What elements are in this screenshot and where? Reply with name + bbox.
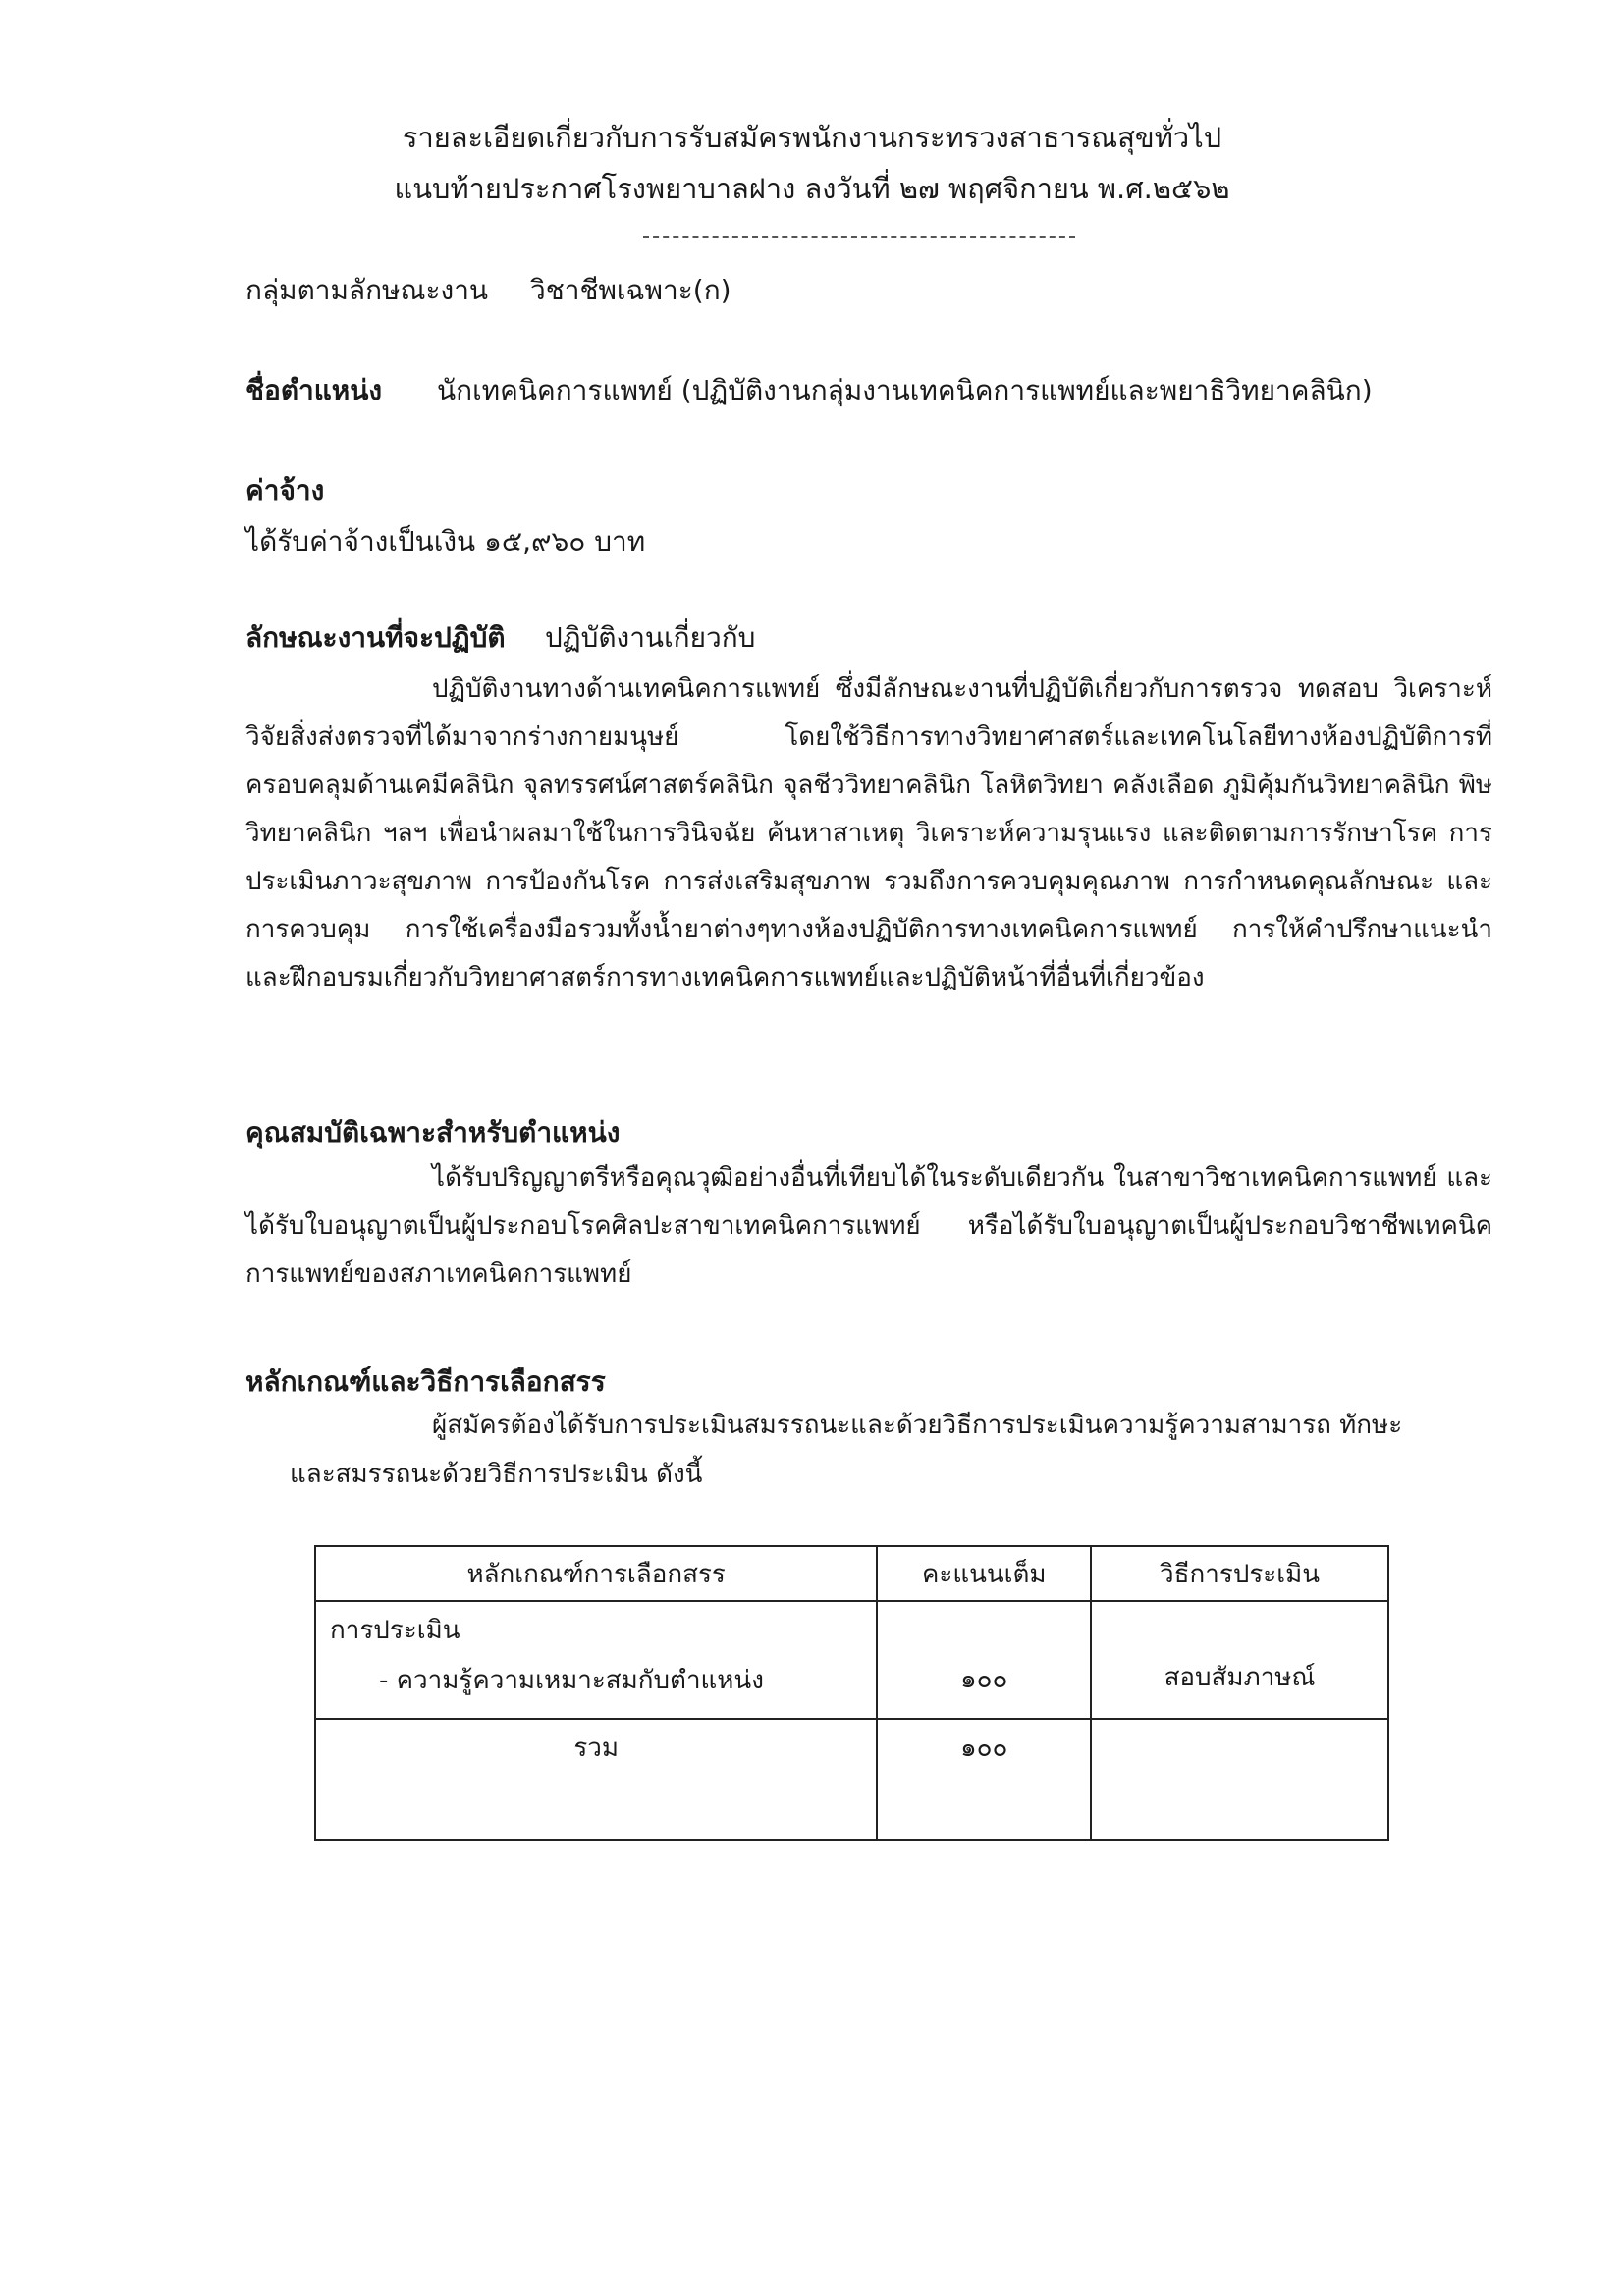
method-cell — [1091, 1601, 1388, 1719]
header-full-score: คะแนนเต็ม — [877, 1546, 1091, 1601]
title-divider — [643, 236, 1075, 238]
duties-paragraph: ปฏิบัติงานทางด้านเทคนิคการแพทย์ ซึ่งมีลักษณะงานที่ปฏิบัติเกี่ยวกับการตรวจ ทดสอบ วิเคราะห์ วิจัยสิ่งส่งตรวจที่ได้มาจากร่างกายมนุษย์ โดยใช้วิธีการทางวิทยาศาสตร์และเทคโนโลยีทางห้องปฏิบัติการที่ครอบคลุมด้านเคมีคลินิก จุลทรรศน์ศาสตร์คลินิก จุลชีววิทยาคลินิก โลหิตวิทยา คลังเลือด ภูมิคุ้มกันวิทยาคลินิก พิษวิทยาคลินิก ฯลฯ เพื่อนำผลมาใช้ในการวินิจฉัย ค้นหาสาเหตุ วิเคราะห์ความรุนแรง และติดตามการรักษาโรค การประเมินภาวะสุขภาพ การป้องกันโรค การส่งเสริมสุขภาพ รวมถึงการควบคุมคุณภาพ การกำหนดคุณลักษณะ และการควบคุม การใช้เครื่องมือรวมทั้งน้ำยาต่างๆทางห้องปฏิบัติการทางเทคนิคการแพทย์ การให้คำปรึกษาแนะนำ และฝึกอบรมเกี่ยวกับวิทยาศาสตร์การทางเทคนิคการแพทย์และปฏิบัติหน้าที่อื่นที่เกี่ยวข้อง — [245, 674, 1492, 992]
criteria-item: - ความรู้ความเหมาะสมกับตำแหน่ง — [379, 1666, 764, 1695]
table-header-row — [315, 1546, 1388, 1601]
item-score: ๑๐๐ — [960, 1665, 1008, 1694]
qualifications-paragraph: ได้รับปริญญาตรีหรือคุณวุฒิอย่างอื่นที่เทียบได้ในระดับเดียวกัน ในสาขาวิชาเทคนิคการแพทย์ และได้รับใบอนุญาตเป็นผู้ประกอบโรคศิลปะสาขาเทคนิคการแพทย์ หรือได้รับใบอนุญาตเป็นผู้ประกอบวิชาชีพเทคนิคการแพทย์ของสภาเทคนิคการแพทย์ — [245, 1163, 1492, 1289]
qualifications-heading: คุณสมบัติเฉพาะสำหรับตำแหน่ง — [245, 1116, 621, 1148]
selection-heading: หลักเกณฑ์และวิธีการเลือกสรร — [245, 1365, 606, 1398]
header-criteria: หลักเกณฑ์การเลือกสรร — [315, 1546, 877, 1601]
duties-heading: ลักษณะงานที่จะปฏิบัติ — [245, 621, 506, 654]
document-subtitle: แนบท้ายประกาศโรงพยาบาลฝาง ลงวันที่ ๒๗ พฤศจิกายน พ.ศ.๒๕๖๒ — [394, 172, 1230, 205]
position-label: ชื่อตำแหน่ง — [245, 374, 383, 406]
document-title: รายละเอียดเกี่ยวกับการรับสมัครพนักงานกระทรวงสาธารณสุขทั่วไป — [402, 121, 1222, 154]
selection-criteria-table — [314, 1545, 1389, 1841]
wage-text: ได้รับค่าจ้างเป็นเงิน ๑๕,๙๖๐ บาท — [245, 525, 646, 558]
score-cell — [877, 1601, 1091, 1719]
total-method-empty — [1091, 1719, 1388, 1840]
duties-heading-suffix: ปฏิบัติงานเกี่ยวกับ — [545, 621, 756, 654]
position-value: นักเทคนิคการแพทย์ (ปฏิบัติงานกลุ่มงานเทคนิคการแพทย์และพยาธิวิทยาคลินิก) — [437, 374, 1373, 406]
section-label: การประเมิน — [330, 1616, 460, 1645]
table-row — [315, 1601, 1388, 1719]
header-method: วิธีการประเมิน — [1091, 1546, 1388, 1601]
group-value: วิชาชีพเฉพาะ(ก) — [530, 274, 731, 306]
selection-text-line2: และสมรรถนะด้วยวิธีการประเมิน ดังนี้ — [290, 1460, 703, 1489]
item-method: สอบสัมภาษณ์ — [1164, 1663, 1316, 1692]
wage-heading: ค่าจ้าง — [245, 474, 325, 507]
criteria-cell — [315, 1601, 877, 1719]
group-label: กลุ่มตามลักษณะงาน — [245, 274, 489, 306]
selection-text-line1: ผู้สมัครต้องได้รับการประเมินสมรรถนะและด้วยวิธีการประเมินความรู้ความสามารถ ทักษะ — [432, 1411, 1403, 1440]
table-total-row — [315, 1719, 1388, 1840]
total-label: รวม — [315, 1719, 877, 1840]
total-score: ๑๐๐ — [877, 1719, 1091, 1840]
